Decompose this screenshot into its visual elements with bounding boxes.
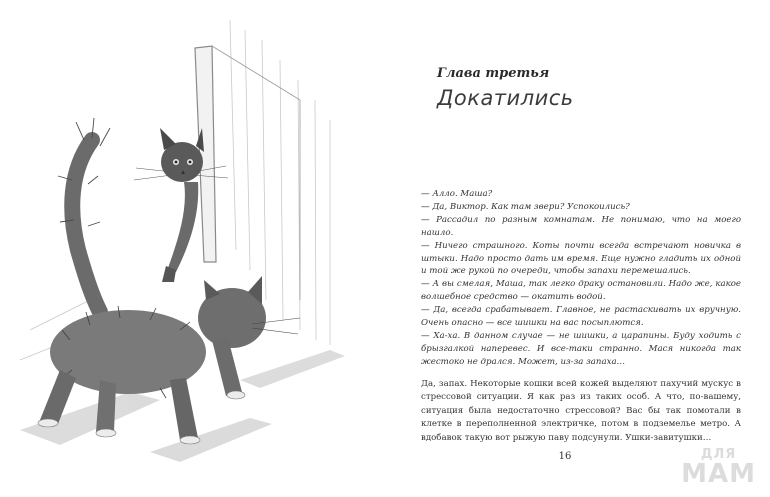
watermark-logo — [681, 448, 756, 487]
chapter-label: Глава третья — [437, 66, 550, 81]
dialogue-block — [421, 188, 741, 369]
body-paragraph: Да, запах. Некоторые кошки всей кожей выделяют пахучий мускус в стрессовой ситуации. Я как раз из таких особ. А что, по-вашему, ситуация была недостаточно стрессовой? Вас бы так помотали в клетке в переполненной электричке, потом в подземелье метро. А вдобавок такую вот рыжую паву подсунули. Ушки-завитушки… — [421, 379, 741, 443]
watermark-top: ДЛЯ — [700, 447, 737, 462]
text-page — [385, 0, 770, 493]
cat-sketch-image — [0, 0, 385, 493]
dialogue-line: — А вы смелая, Маша, так легко драку остановили. Надо же, какое волшебное средство — окатить водой. — [421, 279, 741, 303]
dialogue-line: — Алло. Маша? — [421, 189, 493, 199]
dialogue-line: — Ничего страшного. Коты почти всегда встречают новичка в штыки. Надо просто дать им время. Еще нужно гладить их одной и той же рукой по очереди, чтобы запахи перемешались. — [421, 240, 741, 277]
dialogue-line: — Ха-ха. В данном случае — не шишки, а царапины. Буду ходить с брызгалкой наперевес. И все-таки странно. Мася никогда так жестоко не дрался. Может, из-за запаха… — [421, 330, 741, 367]
watermark-bottom: МАМ — [681, 459, 756, 489]
dialogue-line: — Да, Виктор. Как там звери? Успокоились? — [421, 201, 630, 212]
dialogue-line: — Да, всегда срабатывает. Главное, не растаскивать их вручную. Очень опасно — все шишки на вас посыплются. — [421, 305, 741, 329]
page-number: 16 — [558, 451, 572, 462]
dialogue-line: — Рассадил по разным комнатам. Не понимаю, что на моего нашло. — [421, 214, 741, 238]
chapter-title: Докатились — [437, 86, 574, 110]
cat-illustration — [0, 0, 385, 493]
